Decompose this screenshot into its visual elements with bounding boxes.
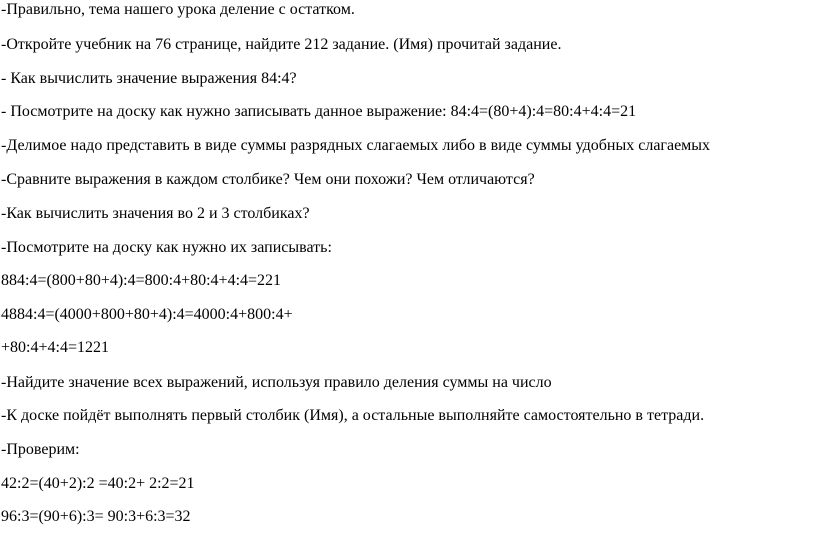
- text-line-15: 42:2=(40+2):2 =40:2+ 2:2=21: [1, 475, 195, 492]
- text-line-16: 96:3=(90+6):3= 90:3+6:3=32: [1, 508, 191, 525]
- text-line-3: - Как вычислить значение выражения 84:4?: [1, 70, 297, 87]
- text-line-2: -Откройте учебник на 76 странице, найдите 212 задание. (Имя) прочитай задание.: [1, 36, 562, 53]
- text-line-10: 4884:4=(4000+800+80+4):4=4000:4+800:4+: [1, 306, 293, 323]
- text-line-13: -К доске пойдёт выполнять первый столбик (Имя), а остальные выполняйте самостоятельно в тетради.: [1, 407, 705, 424]
- text-line-8: -Посмотрите на доску как нужно их записывать:: [1, 239, 332, 256]
- text-line-14: -Проверим:: [1, 441, 80, 458]
- text-line-11: +80:4+4:4=1221: [1, 339, 109, 356]
- text-line-6: -Сравните выражения в каждом столбике? Чем они похожи? Чем отличаются?: [1, 171, 535, 188]
- text-line-9: 884:4=(800+80+4):4=800:4+80:4+4:4=221: [1, 272, 282, 289]
- text-line-12: -Найдите значение всех выражений, используя правило деления суммы на число: [1, 374, 552, 391]
- text-line-1: -Правильно, тема нашего урока деление с остатком.: [1, 1, 355, 18]
- text-line-5: -Делимое надо представить в виде суммы разрядных слагаемых либо в виде суммы удобных слагаемых: [1, 137, 711, 154]
- text-line-4: - Посмотрите на доску как нужно записывать данное выражение: 84:4=(80+4):4=80:4+4:4=21: [1, 103, 637, 120]
- text-line-7: -Как вычислить значения во 2 и 3 столбиках?: [1, 205, 310, 222]
